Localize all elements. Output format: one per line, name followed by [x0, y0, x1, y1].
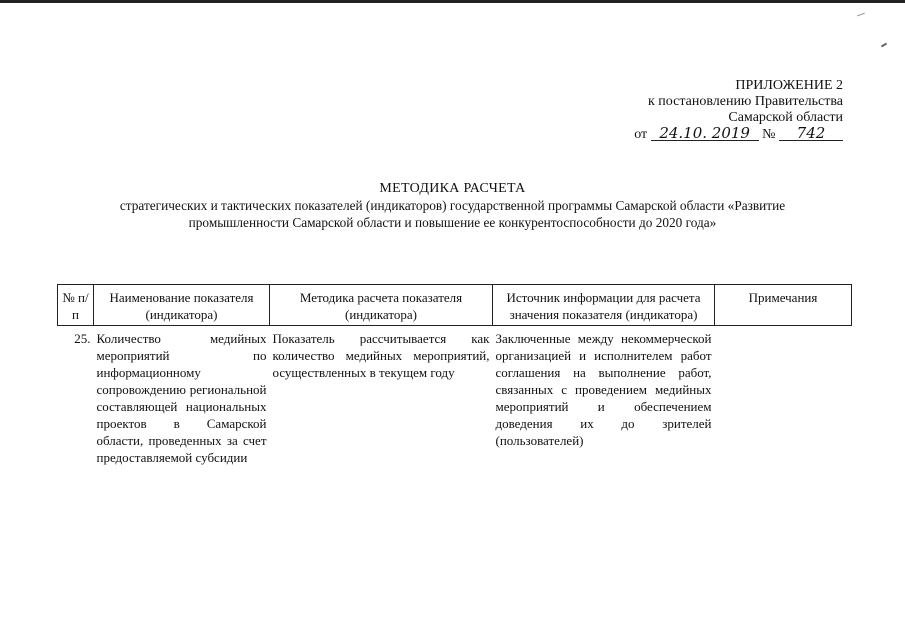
row-number: 25. [74, 331, 91, 346]
appendix-resolution: к постановлению Правительства [647, 94, 843, 109]
row-indicator-name: Количество медийных мероприятий по информационному сопровождению региональной составляющей национальных проектов в Самарской области, проведенных за счет предоставляемой субсидии [96, 331, 267, 465]
row-calculation-method: Показатель рассчитывается как количество медийных мероприятий, осуществленных в текущем году [272, 331, 490, 380]
table-header-row [58, 285, 852, 326]
row-notes [715, 326, 852, 467]
document-subtitle-line-2: промышленности Самарской области и повышение ее конкурентоспособности до 2020 года» [188, 215, 717, 230]
document-title: МЕТОДИКА РАСЧЕТА [379, 181, 526, 196]
number-prefix: № [762, 127, 776, 142]
date-prefix: от [634, 127, 648, 142]
header-information-source: Источник информации для расчета значения показателя (индикатора) [493, 285, 715, 326]
document-subtitle-line-1: стратегических и тактических показателей (индикаторов) государственной программы Самарской области «Развитие [119, 198, 786, 213]
document-title-block [60, 180, 845, 231]
header-indicator-name: Наименование показателя (индикатора) [94, 285, 270, 326]
handwritten-number: 742 [779, 126, 843, 141]
appendix-region: Самарской области [728, 110, 843, 125]
handwritten-date: 24.10. 2019 [651, 126, 759, 141]
header-notes: Примечания [715, 285, 852, 326]
appendix-date-line [583, 126, 843, 143]
header-number: № п/п [58, 285, 94, 326]
appendix-header [583, 78, 843, 143]
scan-mark [881, 43, 887, 48]
header-calculation-method: Методика расчета показателя (индикатора) [270, 285, 493, 326]
indicators-table [57, 284, 852, 466]
scan-top-edge [0, 0, 905, 3]
appendix-title: ПРИЛОЖЕНИЕ 2 [735, 78, 843, 93]
table-row [58, 326, 852, 467]
row-information-source: Заключенные между некоммерческой организацией и исполнителем работ соглашения на выполнение работ, связанных с проведением медийных мероприятий и обеспечением доведения их до зрителей (пользователей) [495, 331, 712, 448]
scan-mark [857, 13, 865, 17]
